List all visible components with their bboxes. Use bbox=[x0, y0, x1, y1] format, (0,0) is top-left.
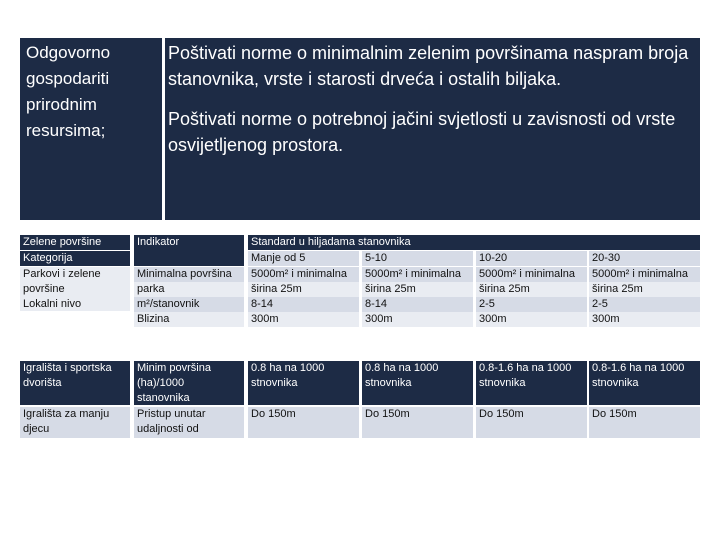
indicator-cell: parka bbox=[134, 282, 244, 297]
indicator-cell: Minimalna površina bbox=[134, 267, 244, 282]
row-label: Zelene površine bbox=[20, 235, 130, 250]
row-label: Lokalni nivo bbox=[20, 297, 130, 311]
value-cell bbox=[589, 361, 700, 405]
distance-cell: 300m bbox=[362, 312, 473, 327]
width-cell: širina 25m bbox=[589, 282, 700, 297]
value-cell bbox=[476, 361, 587, 405]
value-line: Do 150m bbox=[592, 408, 637, 420]
distance-cell: 300m bbox=[589, 312, 700, 327]
standard-header: Standard u hiljadama stanovnika bbox=[248, 235, 700, 250]
green-areas-table bbox=[20, 235, 700, 327]
playgrounds-table bbox=[20, 361, 700, 438]
value-line: 0.8-1.6 ha na 1000 bbox=[479, 362, 572, 374]
value-cell bbox=[362, 361, 473, 405]
row-label-line: Igrališta za manju bbox=[23, 408, 110, 420]
area-cell: 5000m² i minimalna bbox=[248, 267, 359, 282]
width-cell: širina 25m bbox=[248, 282, 359, 297]
row-label: Kategorija bbox=[20, 251, 130, 266]
value-line: 0.8-1.6 ha na 1000 bbox=[592, 362, 685, 374]
row-label: površine bbox=[20, 282, 130, 297]
value-line: Do 150m bbox=[365, 408, 410, 420]
per-capita-cell: 8-14 bbox=[248, 297, 359, 312]
row-label: Parkovi i zelene bbox=[20, 267, 130, 282]
value-line: stnovnika bbox=[365, 377, 412, 389]
top-left-line: gospodariti bbox=[26, 69, 110, 88]
range-cell: 5-10 bbox=[362, 251, 473, 266]
top-left-text bbox=[26, 40, 158, 144]
area-cell: 5000m² i minimalna bbox=[476, 267, 587, 282]
top-right-text bbox=[168, 40, 694, 172]
norm-paragraph-2: Poštivati norme o potrebnoj jačini svjetlosti u zavisnosti od vrste osvijetljenog prostora. bbox=[168, 109, 676, 155]
value-line: stnovnika bbox=[592, 377, 639, 389]
per-capita-cell: 2-5 bbox=[589, 297, 700, 312]
value-cell bbox=[248, 361, 359, 405]
value-line: 0.8 ha na 1000 bbox=[251, 362, 325, 374]
top-left-line: resursima; bbox=[26, 121, 106, 140]
indicator-line: udaljnosti od bbox=[137, 423, 199, 435]
width-cell: širina 25m bbox=[362, 282, 473, 297]
top-box bbox=[20, 38, 700, 220]
value-line: Do 150m bbox=[479, 408, 524, 420]
value-cell bbox=[476, 407, 587, 438]
range-cell: Manje od 5 bbox=[248, 251, 359, 266]
indicator-line: stanovnika bbox=[137, 392, 190, 404]
per-capita-cell: 8-14 bbox=[362, 297, 473, 312]
indicator-line: Pristup unutar bbox=[137, 408, 206, 420]
value-cell bbox=[362, 407, 473, 438]
value-line: 0.8 ha na 1000 bbox=[365, 362, 439, 374]
area-cell: 5000m² i minimalna bbox=[362, 267, 473, 282]
row-label-line: Igrališta i sportska bbox=[23, 362, 112, 374]
indicator-cell bbox=[134, 361, 244, 405]
distance-cell: 300m bbox=[476, 312, 587, 327]
value-line: Do 150m bbox=[251, 408, 296, 420]
range-cell: 20-30 bbox=[589, 251, 700, 266]
value-line: stnovnika bbox=[251, 377, 298, 389]
width-cell: širina 25m bbox=[476, 282, 587, 297]
indicator-cell: m²/stanovnik bbox=[134, 297, 244, 312]
indicator-line: Minim površina bbox=[137, 362, 211, 374]
indicator-cell bbox=[134, 407, 244, 438]
per-capita-cell: 2-5 bbox=[476, 297, 587, 312]
row-label bbox=[20, 407, 130, 438]
indicator-cell: Blizina bbox=[134, 312, 244, 327]
norm-paragraph-1: Poštivati norme o minimalnim zelenim površinama naspram broja stanovnika, vrste i starosti drveća i ostalih biljaka. bbox=[168, 43, 689, 89]
row-label-line: djecu bbox=[23, 423, 50, 435]
distance-cell: 300m bbox=[248, 312, 359, 327]
range-cell: 10-20 bbox=[476, 251, 587, 266]
indicator-header: Indikator bbox=[134, 235, 244, 266]
top-divider bbox=[162, 38, 165, 220]
value-cell bbox=[248, 407, 359, 438]
value-cell bbox=[589, 407, 700, 438]
area-cell: 5000m² i minimalna bbox=[589, 267, 700, 282]
top-left-line: prirodnim bbox=[26, 95, 97, 114]
row-label-line: dvorišta bbox=[23, 377, 62, 389]
row-label bbox=[20, 361, 130, 405]
indicator-line: (ha)/1000 bbox=[137, 377, 185, 389]
top-left-line: Odgovorno bbox=[26, 43, 111, 62]
value-line: stnovnika bbox=[479, 377, 526, 389]
